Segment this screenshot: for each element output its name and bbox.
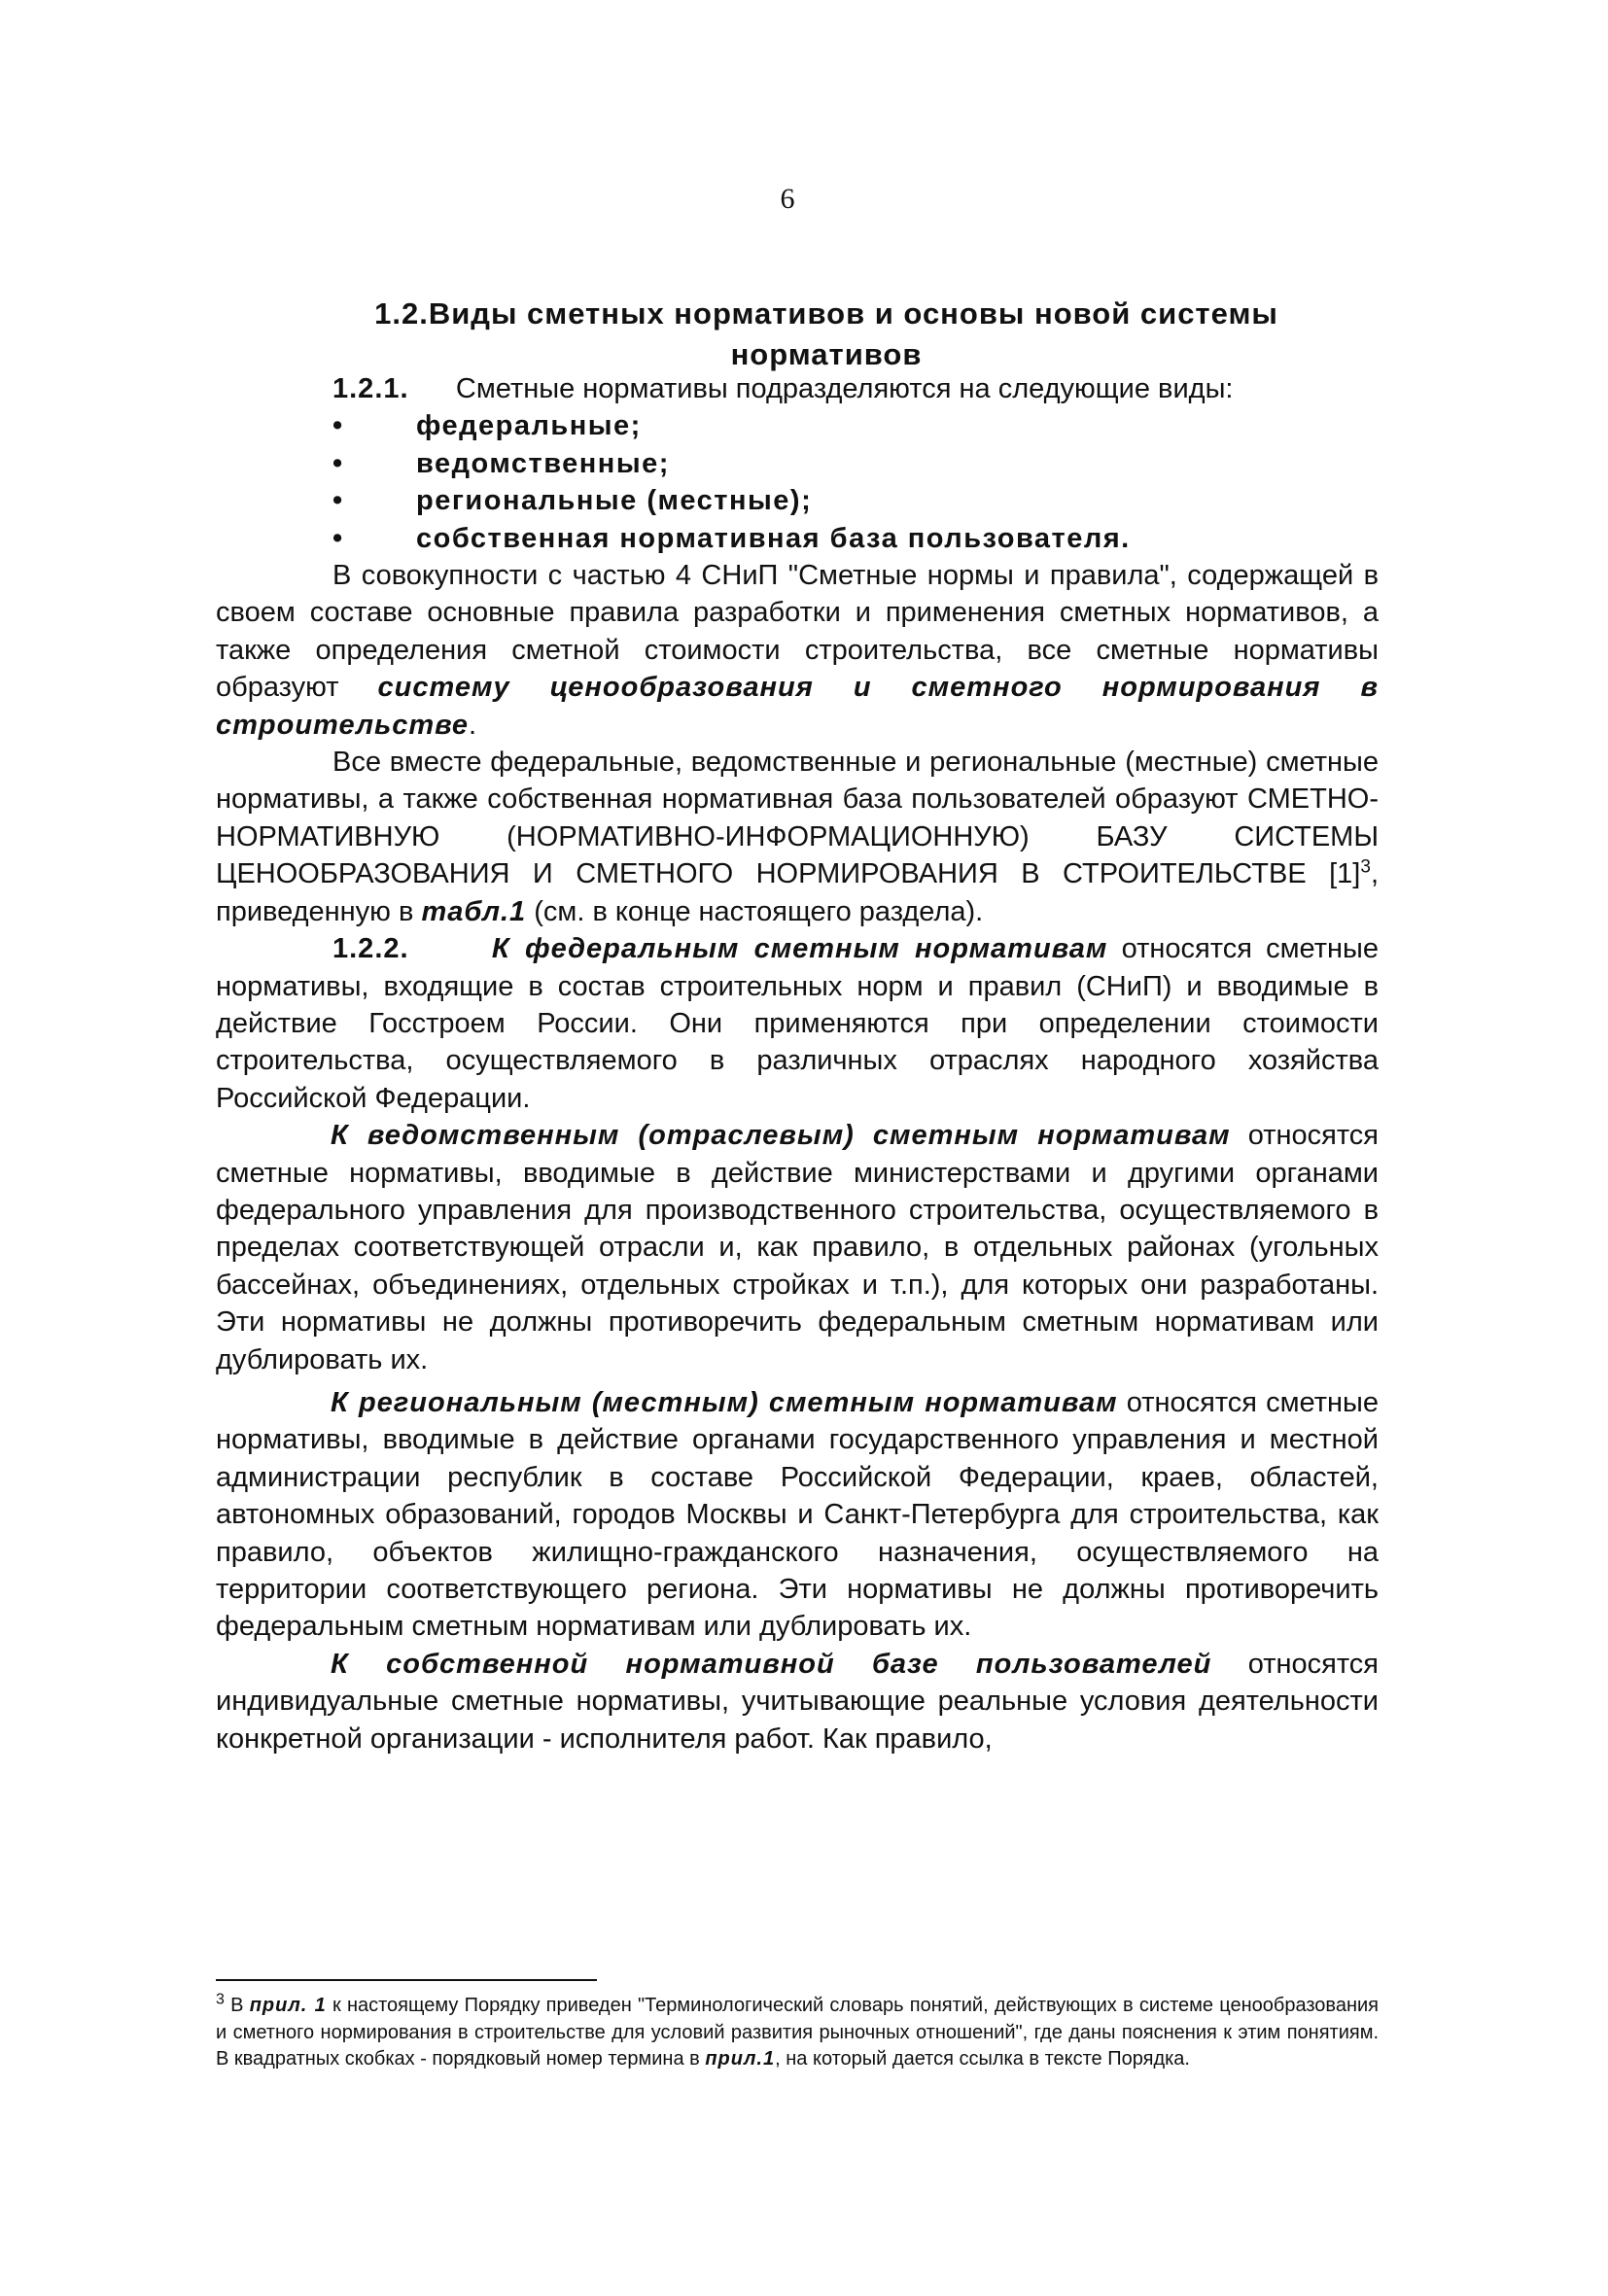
paragraph-text: относятся сметные нормативы, входящие в состав строительных норм и правил (СНиП) и вводимые в действие Госстроем России. Они применяются при определении стоимости строительства, осуществляемого в различных отраслях народного хозяйства Российской Федерации. — [216, 933, 1379, 1114]
paragraph-text: , приведенную в — [216, 858, 1379, 927]
paragraph-system — [216, 557, 1379, 744]
paragraph-text: относятся индивидуальные сметные нормативы, учитывающие реальные условия деятельности конкретной организации - исполнителя работ. Как правило, — [216, 1648, 1379, 1755]
list-item-text: региональные (местные); — [416, 485, 813, 517]
emphasis-text: К собственной нормативной базе пользователей — [331, 1648, 1212, 1680]
section-heading-line1: 1.2.Виды сметных нормативов и основы новой системы — [374, 296, 1278, 330]
footnote-divider — [216, 1979, 597, 1981]
paragraph-base — [216, 744, 1379, 930]
section-heading-line2: нормативов — [730, 337, 923, 371]
appendix-ref: прил. 1 — [249, 1995, 327, 2016]
list-item-text: ведомственные; — [416, 447, 670, 479]
paragraph-1-2-1 — [216, 370, 1379, 407]
list-item-text: федеральные; — [416, 410, 642, 442]
paragraph-1-2-2 — [216, 930, 1379, 1117]
paragraph-text: относятся сметные нормативы, вводимые в действие органами государственного управления и местной администрации республик в составе Российской Федерации, краев, областей, автономных образований, городов Москвы и Санкт-Петербурга для строительства, как правило, объектов жилищно-гражданского назначения, осуществляемого на территории соответствующего региона. Эти нормативы не должны противоречить федеральным сметным нормативам или дублировать их. — [216, 1386, 1379, 1643]
emphasis-text: К региональным (местным) сметным нормативам — [331, 1386, 1118, 1418]
bullet-icon: • — [332, 485, 344, 517]
footnote-segment: , на который дается ссылка в тексте Порядка. — [775, 2048, 1190, 2070]
list-item — [216, 407, 1379, 444]
document-body — [216, 370, 1379, 1757]
list-item-text: собственная нормативная база пользователя. — [416, 522, 1131, 554]
paragraph-text: относятся сметные нормативы, вводимые в действие министерствами и другими органами федерального управления для производственного строительства, осуществляемого в пределах соответствующей отрасли и, как правило, в отдельных районах (угольных бассейнах, объединениях, отдельных стройках и т.п.), для которых они разработаны. Эти нормативы не должны противоречить федеральным сметным нормативам или дублировать их. — [216, 1120, 1379, 1375]
footnote-segment: к настоящему Порядку приведен "Терминологический словарь понятий, действующих в системе ценообразования и сметного нормирования в строительстве для условий развития рыночных отношений", где даны пояснения к этим понятиям. В квадратных скобках - порядковый номер термина в — [216, 1995, 1379, 2070]
clause-number: 1.2.1. — [332, 373, 409, 404]
bullet-icon: • — [332, 522, 344, 554]
paragraph-departmental — [216, 1117, 1379, 1378]
paragraph-end: . — [469, 709, 477, 741]
emphasis-text: систему ценообразования и сметного нормирования в строительстве — [216, 672, 1379, 741]
bullet-icon: • — [332, 447, 344, 479]
appendix-ref: прил.1 — [705, 2048, 776, 2070]
paragraph-text: Все вместе федеральные, ведомственные и региональные (местные) сметные нормативы, а также собственная нормативная база пользователей образуют СМЕТНО-НОРМАТИВНУЮ (НОРМАТИВНО-ИНФОРМАЦИОННУЮ) БАЗУ СИСТЕМЫ ЦЕНООБРАЗОВАНИЯ И СМЕТНОГО НОРМИРОВАНИЯ В СТРОИТЕЛЬСТВЕ [1] — [216, 747, 1379, 890]
list-item — [216, 520, 1379, 557]
list-item — [216, 482, 1379, 519]
footnote-text — [216, 1993, 1379, 2073]
emphasis-text: К федеральным сметным нормативам — [491, 933, 1108, 965]
footnote-marker: 3 — [216, 1991, 225, 2008]
paragraph-regional — [216, 1384, 1379, 1646]
paragraph-text: Сметные нормативы подразделяются на следующие виды: — [455, 373, 1234, 404]
footnote-ref: 3 — [1360, 856, 1371, 878]
paragraph-text: (см. в конце настоящего раздела). — [526, 895, 984, 927]
clause-number: 1.2.2. — [332, 933, 409, 965]
emphasis-text: К ведомственным (отраслевым) сметным нормативам — [331, 1120, 1231, 1152]
paragraph-text: В совокупности с частью 4 СНиП "Сметные нормы и правила", содержащей в своем составе основные правила разработки и применения сметных нормативов, а также определения сметной стоимости строительства, все сметные нормативы образуют — [216, 560, 1379, 704]
norm-types-list — [216, 407, 1379, 557]
footnote — [216, 1993, 1379, 2073]
footnote-segment: В — [224, 1995, 250, 2016]
page-number: 6 — [780, 183, 795, 215]
section-heading — [282, 294, 1371, 375]
list-item — [216, 445, 1379, 482]
paragraph-user-base — [216, 1646, 1379, 1757]
table-ref: табл.1 — [421, 895, 527, 927]
bullet-icon: • — [332, 410, 344, 442]
